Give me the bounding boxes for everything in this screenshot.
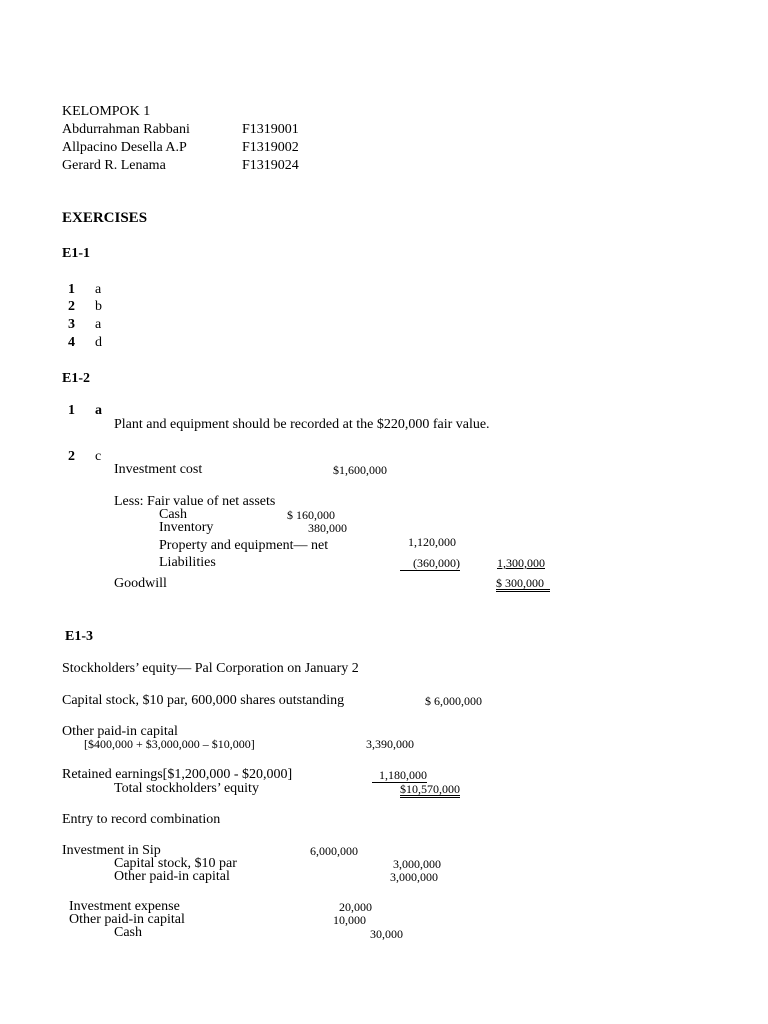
capital-stock-value: $ 6,000,000 — [425, 694, 482, 708]
equity-heading: Stockholders’ equity— Pal Corporation on January 2 — [62, 661, 359, 676]
less-fair-value-label: Less: Fair value of net assets — [114, 494, 276, 509]
answer-letter: d — [95, 335, 102, 350]
total-equity-label: Total stockholders’ equity — [114, 781, 259, 796]
answer-number: 2 — [68, 299, 75, 314]
other-paid-in-capital-label: Other paid-in capital — [62, 724, 178, 739]
cash-label: Cash — [159, 507, 187, 522]
retained-earnings-value: 1,180,000 — [372, 769, 427, 783]
journal-debit-value: 20,000 — [339, 900, 372, 914]
journal-debit-value: 6,000,000 — [310, 844, 358, 858]
retained-earnings-label: Retained earnings[$1,200,000 - $20,000] — [62, 767, 293, 782]
liabilities-value: (360,000) — [400, 557, 460, 571]
journal-debit-label: Other paid-in capital — [69, 912, 185, 927]
answer-number: 3 — [68, 317, 75, 332]
journal-credit-value: 3,000,000 — [393, 857, 441, 871]
question-number: 1 — [68, 403, 75, 418]
group-name: KELOMPOK 1 — [62, 104, 151, 119]
section-title-e1-2: E1-2 — [62, 371, 90, 386]
goodwill-label: Goodwill — [114, 577, 167, 589]
member-id: F1319024 — [242, 158, 299, 173]
inventory-value: 380,000 — [308, 521, 347, 535]
member-name: Abdurrahman Rabbani — [62, 122, 190, 137]
capital-stock-label: Capital stock, $10 par, 600,000 shares outstanding — [62, 693, 345, 708]
journal-credit-value: 3,000,000 — [390, 870, 438, 884]
member-id: F1319001 — [242, 122, 299, 137]
journal-credit-label: Cash — [114, 925, 142, 940]
member-name: Gerard R. Lenama — [62, 158, 166, 173]
journal-debit-label: Investment expense — [69, 899, 180, 914]
answer-number: 1 — [68, 282, 75, 297]
question-answer: a — [95, 403, 102, 418]
journal-credit-label: Capital stock, $10 par — [114, 856, 237, 871]
journal-debit-value: 10,000 — [333, 913, 366, 927]
goodwill-value: $ 300,000 — [496, 577, 550, 592]
member-name: Allpacino Desella A.P — [62, 140, 187, 155]
answer-explanation: Plant and equipment should be recorded at the $220,000 fair value. — [114, 417, 490, 432]
net-assets-total: 1,300,000 — [497, 556, 545, 570]
answer-letter: a — [95, 317, 102, 332]
section-title-e1-3: E1-3 — [65, 629, 93, 644]
entry-heading: Entry to record combination — [62, 812, 221, 827]
investment-cost-label: Investment cost — [114, 462, 203, 477]
answer-letter: b — [95, 299, 102, 314]
ppe-label: Property and equipment— net — [159, 538, 329, 553]
answer-number: 4 — [68, 335, 75, 350]
exercises-title: EXERCISES — [62, 210, 148, 226]
inventory-label: Inventory — [159, 520, 214, 535]
other-paid-in-capital-value: 3,390,000 — [366, 737, 414, 751]
question-answer: c — [95, 449, 102, 464]
cash-value: $ 160,000 — [287, 508, 335, 522]
section-title-e1-1: E1-1 — [62, 246, 90, 261]
question-number: 2 — [68, 449, 75, 464]
answer-letter: a — [95, 282, 102, 297]
journal-debit-label: Investment in Sip — [62, 843, 161, 858]
total-equity-value: $10,570,000 — [400, 782, 460, 796]
journal-credit-label: Other paid-in capital — [114, 869, 230, 884]
other-paid-in-capital-calc: [$400,000 + $3,000,000 – $10,000] — [84, 737, 255, 751]
liabilities-label: Liabilities — [159, 555, 216, 570]
investment-cost-value: $1,600,000 — [333, 463, 387, 477]
member-id: F1319002 — [242, 140, 299, 155]
ppe-value: 1,120,000 — [408, 535, 456, 549]
journal-credit-value: 30,000 — [370, 927, 403, 941]
